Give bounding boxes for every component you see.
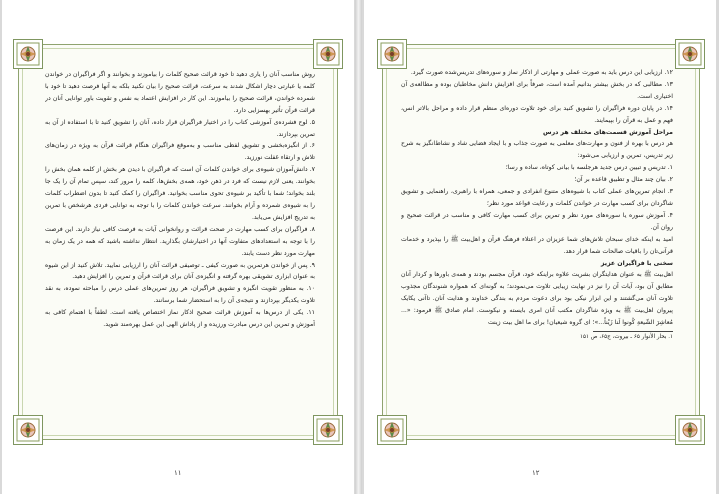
page-number: ۱۱ [174, 469, 182, 477]
paragraph: ۱. تدریس و تبیین درس جدید هرجلسه با بیانی کوتاه، ساده و رسا؛ [505, 164, 673, 172]
corner-ornament-icon [13, 39, 43, 69]
corner-ornament-icon [313, 415, 343, 445]
section-heading: سخنی با فراگیران عزیز [600, 259, 673, 267]
right-page-text [401, 67, 673, 421]
paragraph: هر درس با بهره از فنون و مهارت‌های معلمی به صورت جذاب و با ایجاد فضایی شاد و نشاط‌انگیز به شرح زیر تدریس، تمرین و ارزیابی می‌شود: [401, 140, 673, 160]
footnote-divider [593, 331, 673, 332]
corner-ornament-icon [13, 415, 43, 445]
paragraph: امید به اینکه خدای سبحان تلاش‌های شما عزیزان در اعتلاء فرهنگ قرآن و اهل‌بیت ﷺ را بپذیرد و خدمات قرآنی‌تان را باقیات صالحات شما قرار دهد. [401, 235, 673, 255]
corner-ornament-icon [377, 39, 407, 69]
section-heading: مراحل آموزش قسمت‌های مختلف هر درس [543, 128, 673, 136]
paragraph: ۴. آموزش سوره یا سوره‌های مورد نظر و تمرین برای کسب مهارت کافی و مناسب در قرائت صحیح و روان آن. [401, 211, 673, 231]
page-number: ۱۲ [532, 469, 540, 477]
paragraph: ۱۱. یکی از درس‌ها به آموزش قرائت صحیح اذکار نماز اختصاص یافته است. لطفاً با اهتمام کافی به آموزش و تمرین این درس مبادرت ورزیده و از پاداش الهی این عمل بهره‌مند شوید. [45, 309, 315, 329]
paragraph: ۵. لوح فشرده‌ی آموزشی کتاب را در اختیار فراگیران قرار داده، آنان را تشویق کنید تا با استفاده از آن به تمرین بپردازند. [45, 118, 315, 138]
corner-ornament-icon [675, 415, 705, 445]
paragraph: ۲. بیان چند مثال و تطبیق قاعده بر آن؛ [574, 176, 673, 184]
paragraph: ۸. فراگیران برای کسب مهارت در صحت قرائت و روانخوانی آیات به فرصت کافی نیاز دارند. این فرصت را با توجه به استعدادهای متفاوت آنها در اختیارشان بگذارید. انتظار نداشته باشید که همه در یک زمان به مهارت مورد نظر دست یابند. [45, 225, 315, 257]
paragraph: ۳. انجام تمرین‌های عملی کتاب با شیوه‌های متنوع انفرادی و جمعی، همراه با راهبری، راهنمایی و تشویق شاگردان برای کسب مهارت در خواندن کلمات و رعایت قواعد مورد نظر؛ [401, 188, 673, 207]
paragraph: ۱۰. به منظور تقویت انگیزه و تشویق فراگیران، هر روز تمرین‌های عملی درس را مباحثه نموده، به نقد تلاوت یکدیگر بپردازند و نتیجه‌ی آن را به استحضار شما برسانند. [45, 285, 315, 305]
paragraph: ۱۲. ارزیابی این درس باید به صورت عملی و مهارتی از اذکار نماز و سوره‌های تدریس‌شده صورت گیرد. [410, 69, 673, 76]
corner-ornament-icon [675, 39, 705, 69]
corner-ornament-icon [313, 39, 343, 69]
left-page-text [45, 69, 315, 417]
left-page-frame [18, 44, 338, 440]
footnote: ۱. بحار الأنوار ۶۵ ـ بیروت، ج۶۵، ص ۱۵۱ [579, 333, 673, 340]
right-page-frame [382, 44, 700, 440]
left-page [2, 0, 354, 494]
paragraph: ۱۴. در پایان دوره فراگیران را تشویق کنید برای خود تلاوت دوره‌ای منظم قرار داده و مراحل بالاتر انس، فهم و عمل به قرآن را بپیمایند. [401, 104, 673, 124]
paragraph: ۶. از انگیزه‌بخشی و تشویق لفظی مناسب و به‌موقع فراگیران هنگام قرائت قرآن به ویژه در زمان‌های تلاش و ارتقاء غفلت نورزید. [45, 142, 315, 162]
paragraph: ۹. پس از خواندن هرتمرین به صورت کیفی ـ توصیفی قرائت آنان را ارزیابی نمایید. تلاش کنید از این شیوه به عنوان ابزاری تشویقی بهره گرفته و انگیزه‌ی آنان برای قرائت قرآن و تمرین را افزایش دهید. [45, 261, 315, 281]
paragraph: ۱۳. مطالبی که در بخش بیشتر بدانیم آمده است، صرفاً برای افزایش دانش مخاطبان بوده و مطالعه‌ی آن اختیاری است. [401, 80, 673, 100]
book-spine [355, 0, 362, 494]
right-page [364, 0, 716, 494]
paragraph: اهل‌بیت ﷺ به عنوان هدایتگران بشریت علاوه براینکه خود، قرآن مجسم بودند و همه‌ی باورها و کردار آنان مطابق آن بود، آیات آن را نیز در نهایت زیبایی تلاوت می‌نمودند؛ به گونه‌ای که همواره شنوندگان مجذوب تلاوت آنان می‌گشتند و این ابزار نیکی بود برای دعوت مردم به بندگی خداوند و هدایت آنان. تاآنی یکایک پیروان اهل‌بیت ﷺ به ویژه شاگردان مکتب آنان امری بایسته و نیکوست. امام صادق ﷺ فرمود: «... مُعاشِرَ الشّیعةِ کُونوا لَنا زَیْناً...»؛ ای گروه شیعیان! برای ما اهل بیت زینت [401, 271, 673, 327]
paragraph: ۷. دانش‌آموزان شیوه‌ی برای خواندن کلمات آن است که فراگیران با دیدن هر بخش از کلمه همان بخش را بخوانند. یعنی لازم نیست که فرد در ذهن خود، همه‌ی بخش‌ها، کلمه را مرور کند، سپس تمام آن را یک جا بلند بخواند؛ شما با تأکید بر شیوه‌ی تحوی مناسب بخوانید. فراگیران را کمک کنید تا بدون اضطراب کلمات را به شیوه‌ی شمرده و آرام بخوانند. سرعت خواندن کلمات را با توجه به توانایی فردی هرشخص با تمرین به تدریج افزایش می‌یابد. [45, 166, 315, 221]
paragraph: روش مناسب آنان را یاری دهید تا خود قرائت صحیح کلمات را بیاموزند و بخوانند و اگر فراگیران در خواندن کلمه یا عبارتی دچار اشکال شدند به سرعت، قرائت صحیح را بیان نکنید بلکه به آنها فرصت دهید تا خود با شمرده خواندن، قرائت صحیح را بیاموزند. این کار در افزایش اعتماد به نفس و تقویت باور توانایی آنان در قرائت قرآن تأثیر بهسزایی دارد. [45, 71, 315, 114]
